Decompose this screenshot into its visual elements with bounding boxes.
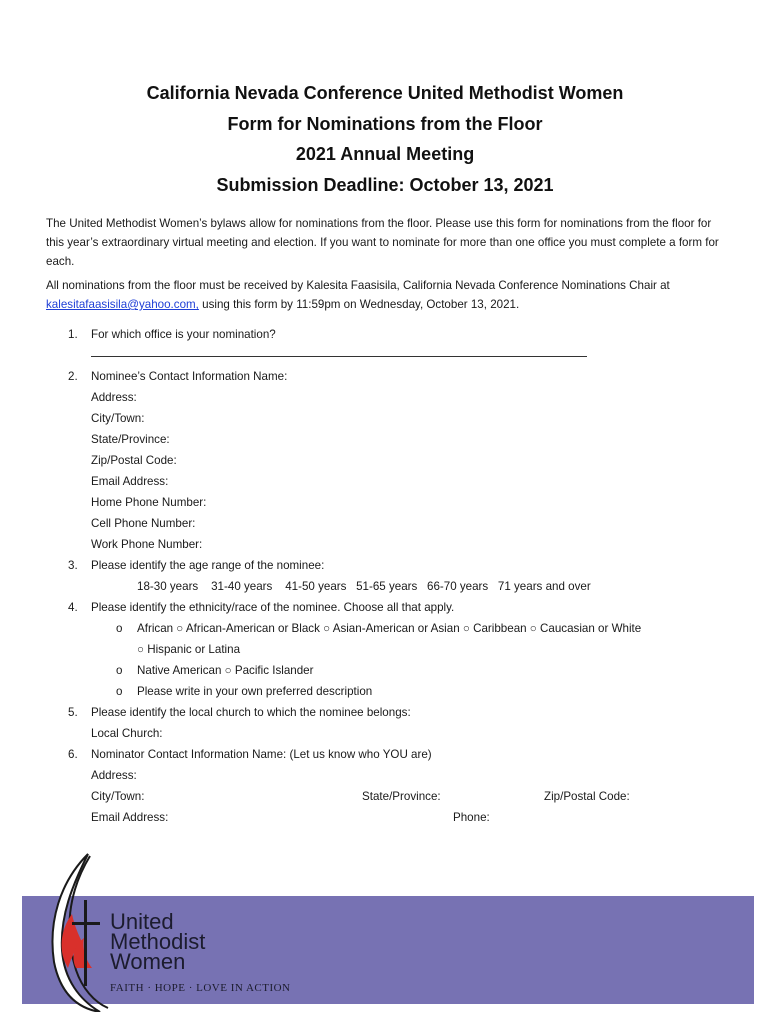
q4-option-line-1b: ○ Hispanic or Latina xyxy=(137,643,241,656)
q2-text: Nominee’s Contact Information Name: xyxy=(91,370,288,383)
email-link[interactable]: kalesitafaasisila@yahoo.com, xyxy=(46,298,199,311)
q6-number: 6. xyxy=(68,748,78,761)
umw-tagline: FAITH · HOPE · LOVE IN ACTION xyxy=(110,982,291,994)
q4-text: Please identify the ethnicity/race of the nominee. Choose all that apply. xyxy=(91,601,455,614)
q1-text: For which office is your nomination? xyxy=(91,328,276,341)
logo-line-3: Women xyxy=(110,949,186,974)
q4-option-line-2: Native American ○ Pacific Islander xyxy=(137,664,314,677)
umw-flame-cross-icon xyxy=(42,852,112,1012)
title-line-3: 2021 Annual Meeting xyxy=(295,144,475,164)
q5-local-church: Local Church: xyxy=(91,727,163,740)
intro-p2-suffix: using this form by 11:59pm on Wednesday, October 13, 2021. xyxy=(198,298,520,311)
q4-option-line-3: Please write in your own preferred description xyxy=(137,685,373,698)
q1-answer-line[interactable] xyxy=(91,356,587,357)
q6-email: Email Address: xyxy=(91,811,169,824)
q4-number: 4. xyxy=(68,601,78,614)
q2-home-phone: Home Phone Number: xyxy=(91,496,207,509)
q3-number: 3. xyxy=(68,559,78,572)
q2-work-phone: Work Phone Number: xyxy=(91,538,203,551)
title-line-2: Form for Nominations from the Floor xyxy=(227,113,543,134)
q6-text: Nominator Contact Information Name: (Let us know who YOU are) xyxy=(91,748,432,761)
intro-paragraph-1: The United Methodist Women’s bylaws allow for nominations from the floor. Please use this form for nominations from the floor for this year’s extraordinary virtual meeting and election. If you want to nominate for more than one office you must complete a form for each. xyxy=(46,217,719,268)
q6-zip: Zip/Postal Code: xyxy=(544,790,630,803)
q2-city: City/Town: xyxy=(91,412,145,425)
q6-address: Address: xyxy=(91,769,137,782)
title-line-4: Submission Deadline: October 13, 2021 xyxy=(216,174,554,195)
q3-text: Please identify the age range of the nominee: xyxy=(91,559,325,572)
q4-bullet-2: o xyxy=(116,664,123,677)
logo-line-2: Methodist xyxy=(110,929,206,954)
q6-state: State/Province: xyxy=(362,790,441,803)
q2-state: State/Province: xyxy=(91,433,170,446)
q2-address: Address: xyxy=(91,391,137,404)
q6-city: City/Town: xyxy=(91,790,145,803)
intro-p2-prefix: All nominations from the floor must be received by Kalesita Faasisila, California Nevada Conference Nominations Chair at xyxy=(46,279,670,292)
q3-age-ranges: 18-30 years 31-40 years 41-50 years 51-65 years 66-70 years 71 years and over xyxy=(137,580,591,593)
q5-number: 5. xyxy=(68,706,78,719)
form-title xyxy=(0,78,770,200)
intro-paragraph-2 xyxy=(46,276,730,314)
q6-phone: Phone: xyxy=(453,811,490,824)
q4-bullet-3: o xyxy=(116,685,123,698)
q4-option-line-1: African ○ African-American or Black ○ Asian-American or Asian ○ Caribbean ○ Caucasian or White xyxy=(137,622,642,635)
q1-number: 1. xyxy=(68,328,78,341)
q4-bullet-1: o xyxy=(116,622,123,635)
q5-text: Please identify the local church to which the nominee belongs: xyxy=(91,706,411,719)
q2-number: 2. xyxy=(68,370,78,383)
q2-email: Email Address: xyxy=(91,475,169,488)
title-line-1: California Nevada Conference United Methodist Women xyxy=(146,83,624,103)
q2-cell-phone: Cell Phone Number: xyxy=(91,517,196,530)
logo-line-1: United xyxy=(110,909,174,934)
q2-zip: Zip/Postal Code: xyxy=(91,454,177,467)
umw-logo-text xyxy=(110,909,206,974)
